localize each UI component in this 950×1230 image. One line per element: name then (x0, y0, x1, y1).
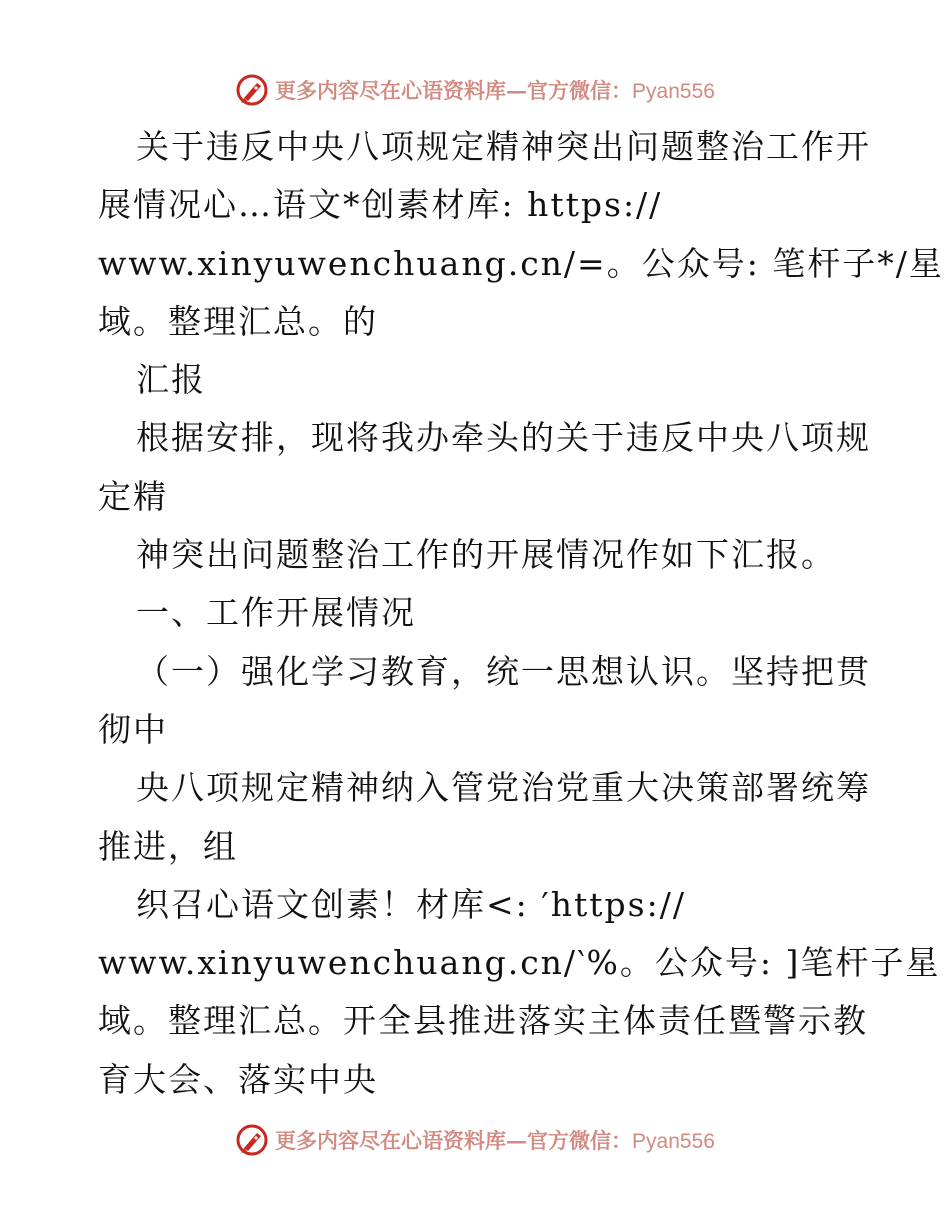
pen-nib-logo-icon (235, 1123, 269, 1157)
header-banner (0, 70, 950, 110)
text-line: 彻中 (98, 709, 168, 749)
text-line: 央八项规定精神纳入管党治党重大决策部署统筹 (136, 768, 871, 808)
footer-banner-text: 更多内容尽在心语资料库—官方微信：Pyan556 (275, 1128, 715, 1153)
text-line: 根据安排，现将我办牵头的关于违反中央八项规 (136, 418, 871, 458)
text-line: 织召心语文创素！材库<: ′https:// (136, 884, 686, 924)
text-line: 神突出问题整治工作的开展情况作如下汇报。 (136, 535, 836, 575)
text-line: 关于违反中央八项规定精神突出问题整治工作开 (136, 127, 871, 166)
footer-banner (0, 1120, 950, 1160)
text-line: 展情况心…语文*创素材库: https:// (98, 185, 663, 225)
text-line: 域。整理汇总。开全县推进落实主体责任暨警示教 (98, 1001, 868, 1041)
document-body (98, 118, 944, 1109)
pen-nib-logo-icon (235, 73, 269, 107)
text-line: 汇报 (136, 360, 206, 400)
text-line: （一）强化学习教育，统一思想认识。坚持把贯 (136, 651, 871, 691)
text-line: 定精 (98, 476, 168, 516)
text-line: www.xinyuwenchuang.cn/=。公众号: 笔杆子*/星 (98, 243, 944, 283)
text-line: 育大会、落实中央 (98, 1059, 378, 1099)
header-banner-text: 更多内容尽在心语资料库—官方微信：Pyan556 (275, 78, 715, 103)
text-line: www.xinyuwenchuang.cn/‵%。公众号: ]笔杆子星 (98, 943, 941, 983)
text-line: 推进，组 (98, 826, 238, 866)
section-heading: 一、工作开展情况 (136, 593, 416, 633)
text-line: 域。整理汇总。的 (98, 301, 378, 341)
